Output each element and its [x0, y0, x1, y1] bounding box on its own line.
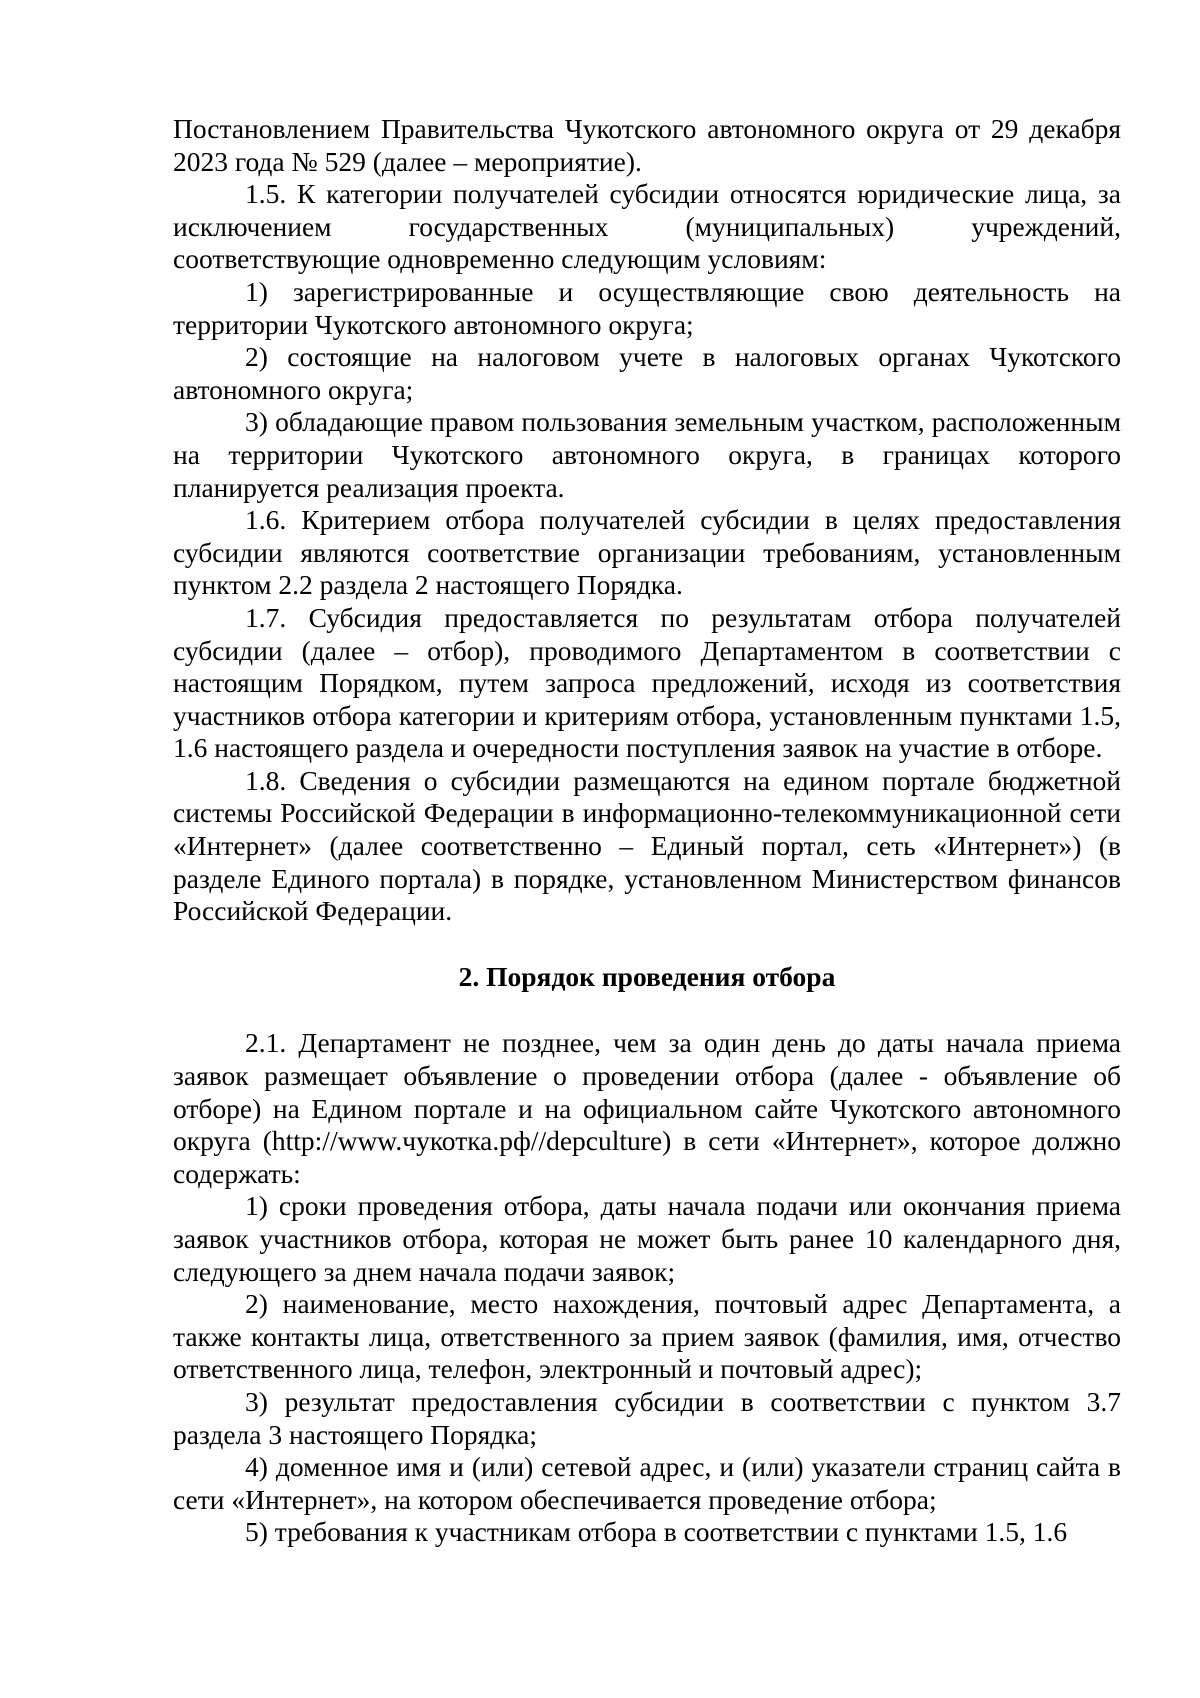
paragraph-1-8: 1.8. Сведения о субсидии размещаются на едином портале бюджетной системы Российской Федерации в информационно-телекоммуникационной сети «Интернет» (далее соответственно – Единый портал, сеть «Интернет») (в разделе Единого портала) в порядке, установленном Министерством финансов Российской Федерации. — [173, 764, 1121, 927]
paragraph-2-1-item-2: 2) наименование, место нахождения, почтовый адрес Департамента, а также контакты лица, ответственного за прием заявок (фамилия, имя, отчество ответственного лица, телефон, электронный и почтовый адрес); — [173, 1288, 1121, 1385]
paragraph-continuation: Постановлением Правительства Чукотского автономного округа от 29 декабря 2023 года № 529 (далее – мероприятие). — [173, 113, 1121, 177]
paragraph-2-1-item-5: 5) требования к участникам отбора в соответствии с пунктами 1.5, 1.6 — [245, 1516, 1068, 1548]
paragraph-2-1-item-4: 4) доменное имя и (или) сетевой адрес, и (или) указатели страниц сайта в сети «Интернет», на котором обеспечивается проведение отбора; — [173, 1451, 1121, 1515]
paragraph-1-5-item-3: 3) обладающие правом пользования земельным участком, расположенным на территории Чукотского автономного округа, в границах которого планируется реализация проекта. — [173, 406, 1121, 503]
section-heading: 2. Порядок проведения отбора — [458, 960, 836, 992]
document-page — [173, 113, 1121, 1549]
paragraph-2-1-item-3: 3) результат предоставления субсидии в соответствии с пунктом 3.7 раздела 3 настоящего Порядка; — [173, 1385, 1121, 1450]
paragraph-1-6: 1.6. Критерием отбора получателей субсидии в целях предоставления субсидии являются соответствие организации требованиям, установленным пунктом 2.2 раздела 2 настоящего Порядка. — [173, 504, 1121, 601]
paragraph-1-5: 1.5. К категории получателей субсидии относятся юридические лица, за исключением государственных (муниципальных) учреждений, соответствующие одновременно следующим условиям: — [173, 178, 1121, 275]
paragraph-2-1: 2.1. Департамент не позднее, чем за один день до даты начала приема заявок размещает объявление о проведении отбора (далее - объявление об отборе) на Едином портале и на официальном сайте Чукотского автономного округа (http://www.чукотка.рф//depculture) в сети «Интернет», которое должно содержать: — [173, 1027, 1121, 1189]
paragraph-1-7: 1.7. Субсидия предоставляется по результатам отбора получателей субсидии (далее – отбор), проводимого Департаментом в соответствии с настоящим Порядком, путем запроса предложений, исходя из соответствия участников отбора категории и критериям отбора, установленным пунктами 1.5, 1.6 настоящего раздела и очередности поступления заявок на участие в отборе. — [173, 601, 1121, 764]
paragraph-1-5-item-2: 2) состоящие на налоговом учете в налоговых органах Чукотского автономного округа; — [173, 341, 1121, 405]
paragraph-2-1-item-1: 1) сроки проведения отбора, даты начала подачи или окончания приема заявок участников отбора, которая не может быть ранее 10 календарного дня, следующего за днем начала подачи заявок; — [173, 1190, 1121, 1287]
paragraph-1-5-item-1: 1) зарегистрированные и осуществляющие свою деятельность на территории Чукотского автономного округа; — [173, 275, 1121, 340]
